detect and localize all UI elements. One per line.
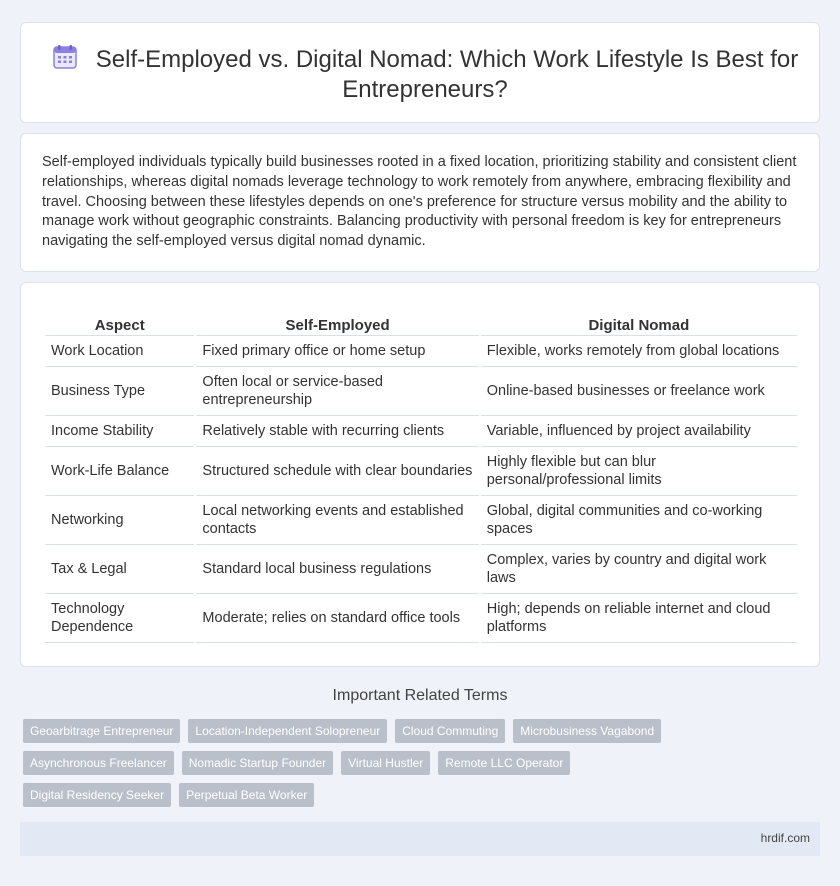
table-row — [45, 594, 797, 643]
cell-digital-nomad: High; depends on reliable internet and cloud platforms — [481, 594, 797, 643]
related-term-tag[interactable]: Digital Residency Seeker — [23, 783, 171, 807]
intro-paragraph: Self-employed individuals typically build businesses rooted in a fixed location, prioritizing stability and consistent client relationships, whereas digital nomads leverage technology to work remotely from anywhere, embracing flexibility and travel. Choosing between these lifestyles depends on one's preference for structure versus mobility and the ability to manage work without geographic constraints. Balancing productivity with personal freedom is key for entrepreneurs navigating the self-employed versus digital nomad dynamic. — [42, 154, 797, 250]
cell-aspect: Work-Life Balance — [45, 447, 194, 496]
cell-aspect: Income Stability — [45, 416, 194, 447]
cell-digital-nomad: Flexible, works remotely from global locations — [481, 336, 797, 367]
related-term-tag[interactable]: Asynchronous Freelancer — [23, 751, 174, 775]
table-row — [45, 545, 797, 594]
cell-self-employed: Relatively stable with recurring clients — [196, 416, 478, 447]
footer — [20, 822, 820, 856]
cell-self-employed: Often local or service-based entrepreneurship — [196, 367, 478, 416]
table-row — [45, 336, 797, 367]
header-digital-nomad: Digital Nomad — [481, 313, 797, 336]
comparison-card — [20, 282, 820, 667]
cell-aspect: Technology Dependence — [45, 594, 194, 643]
comparison-table — [43, 313, 799, 643]
cell-digital-nomad: Global, digital communities and co-working spaces — [481, 496, 797, 545]
related-term-tag[interactable]: Location-Independent Solopreneur — [188, 719, 387, 743]
related-terms-list — [23, 719, 723, 815]
page-title-wrap — [51, 44, 799, 105]
cell-aspect: Networking — [45, 496, 194, 545]
related-term-tag[interactable]: Cloud Commuting — [395, 719, 505, 743]
intro-card — [20, 133, 820, 272]
header-aspect: Aspect — [45, 313, 194, 336]
cell-self-employed: Standard local business regulations — [196, 545, 478, 594]
cell-self-employed: Structured schedule with clear boundaries — [196, 447, 478, 496]
cell-aspect: Work Location — [45, 336, 194, 367]
cell-self-employed: Moderate; relies on standard office tools — [196, 594, 478, 643]
header-self-employed: Self-Employed — [196, 313, 478, 336]
page-title: Self-Employed vs. Digital Nomad: Which Work Lifestyle Is Best for Entrepreneurs? — [95, 46, 799, 103]
related-term-tag[interactable]: Remote LLC Operator — [438, 751, 570, 775]
table-row — [45, 416, 797, 447]
related-term-tag[interactable]: Nomadic Startup Founder — [182, 751, 333, 775]
table-row — [45, 447, 797, 496]
cell-aspect: Business Type — [45, 367, 194, 416]
calendar-icon — [52, 44, 78, 70]
cell-self-employed: Local networking events and established contacts — [196, 496, 478, 545]
related-terms-title: Important Related Terms — [332, 687, 508, 704]
cell-digital-nomad: Highly flexible but can blur personal/professional limits — [481, 447, 797, 496]
related-term-tag[interactable]: Geoarbitrage Entrepreneur — [23, 719, 180, 743]
footer-site[interactable]: hrdif.com — [760, 831, 810, 845]
cell-self-employed: Fixed primary office or home setup — [196, 336, 478, 367]
table-row — [45, 496, 797, 545]
cell-digital-nomad: Variable, influenced by project availability — [481, 416, 797, 447]
header-card — [20, 22, 820, 123]
related-term-tag[interactable]: Virtual Hustler — [341, 751, 430, 775]
related-term-tag[interactable]: Perpetual Beta Worker — [179, 783, 314, 807]
table-header-row — [45, 313, 797, 336]
table-row — [45, 367, 797, 416]
related-term-tag[interactable]: Microbusiness Vagabond — [513, 719, 661, 743]
cell-digital-nomad: Complex, varies by country and digital work laws — [481, 545, 797, 594]
cell-aspect: Tax & Legal — [45, 545, 194, 594]
cell-digital-nomad: Online-based businesses or freelance work — [481, 367, 797, 416]
